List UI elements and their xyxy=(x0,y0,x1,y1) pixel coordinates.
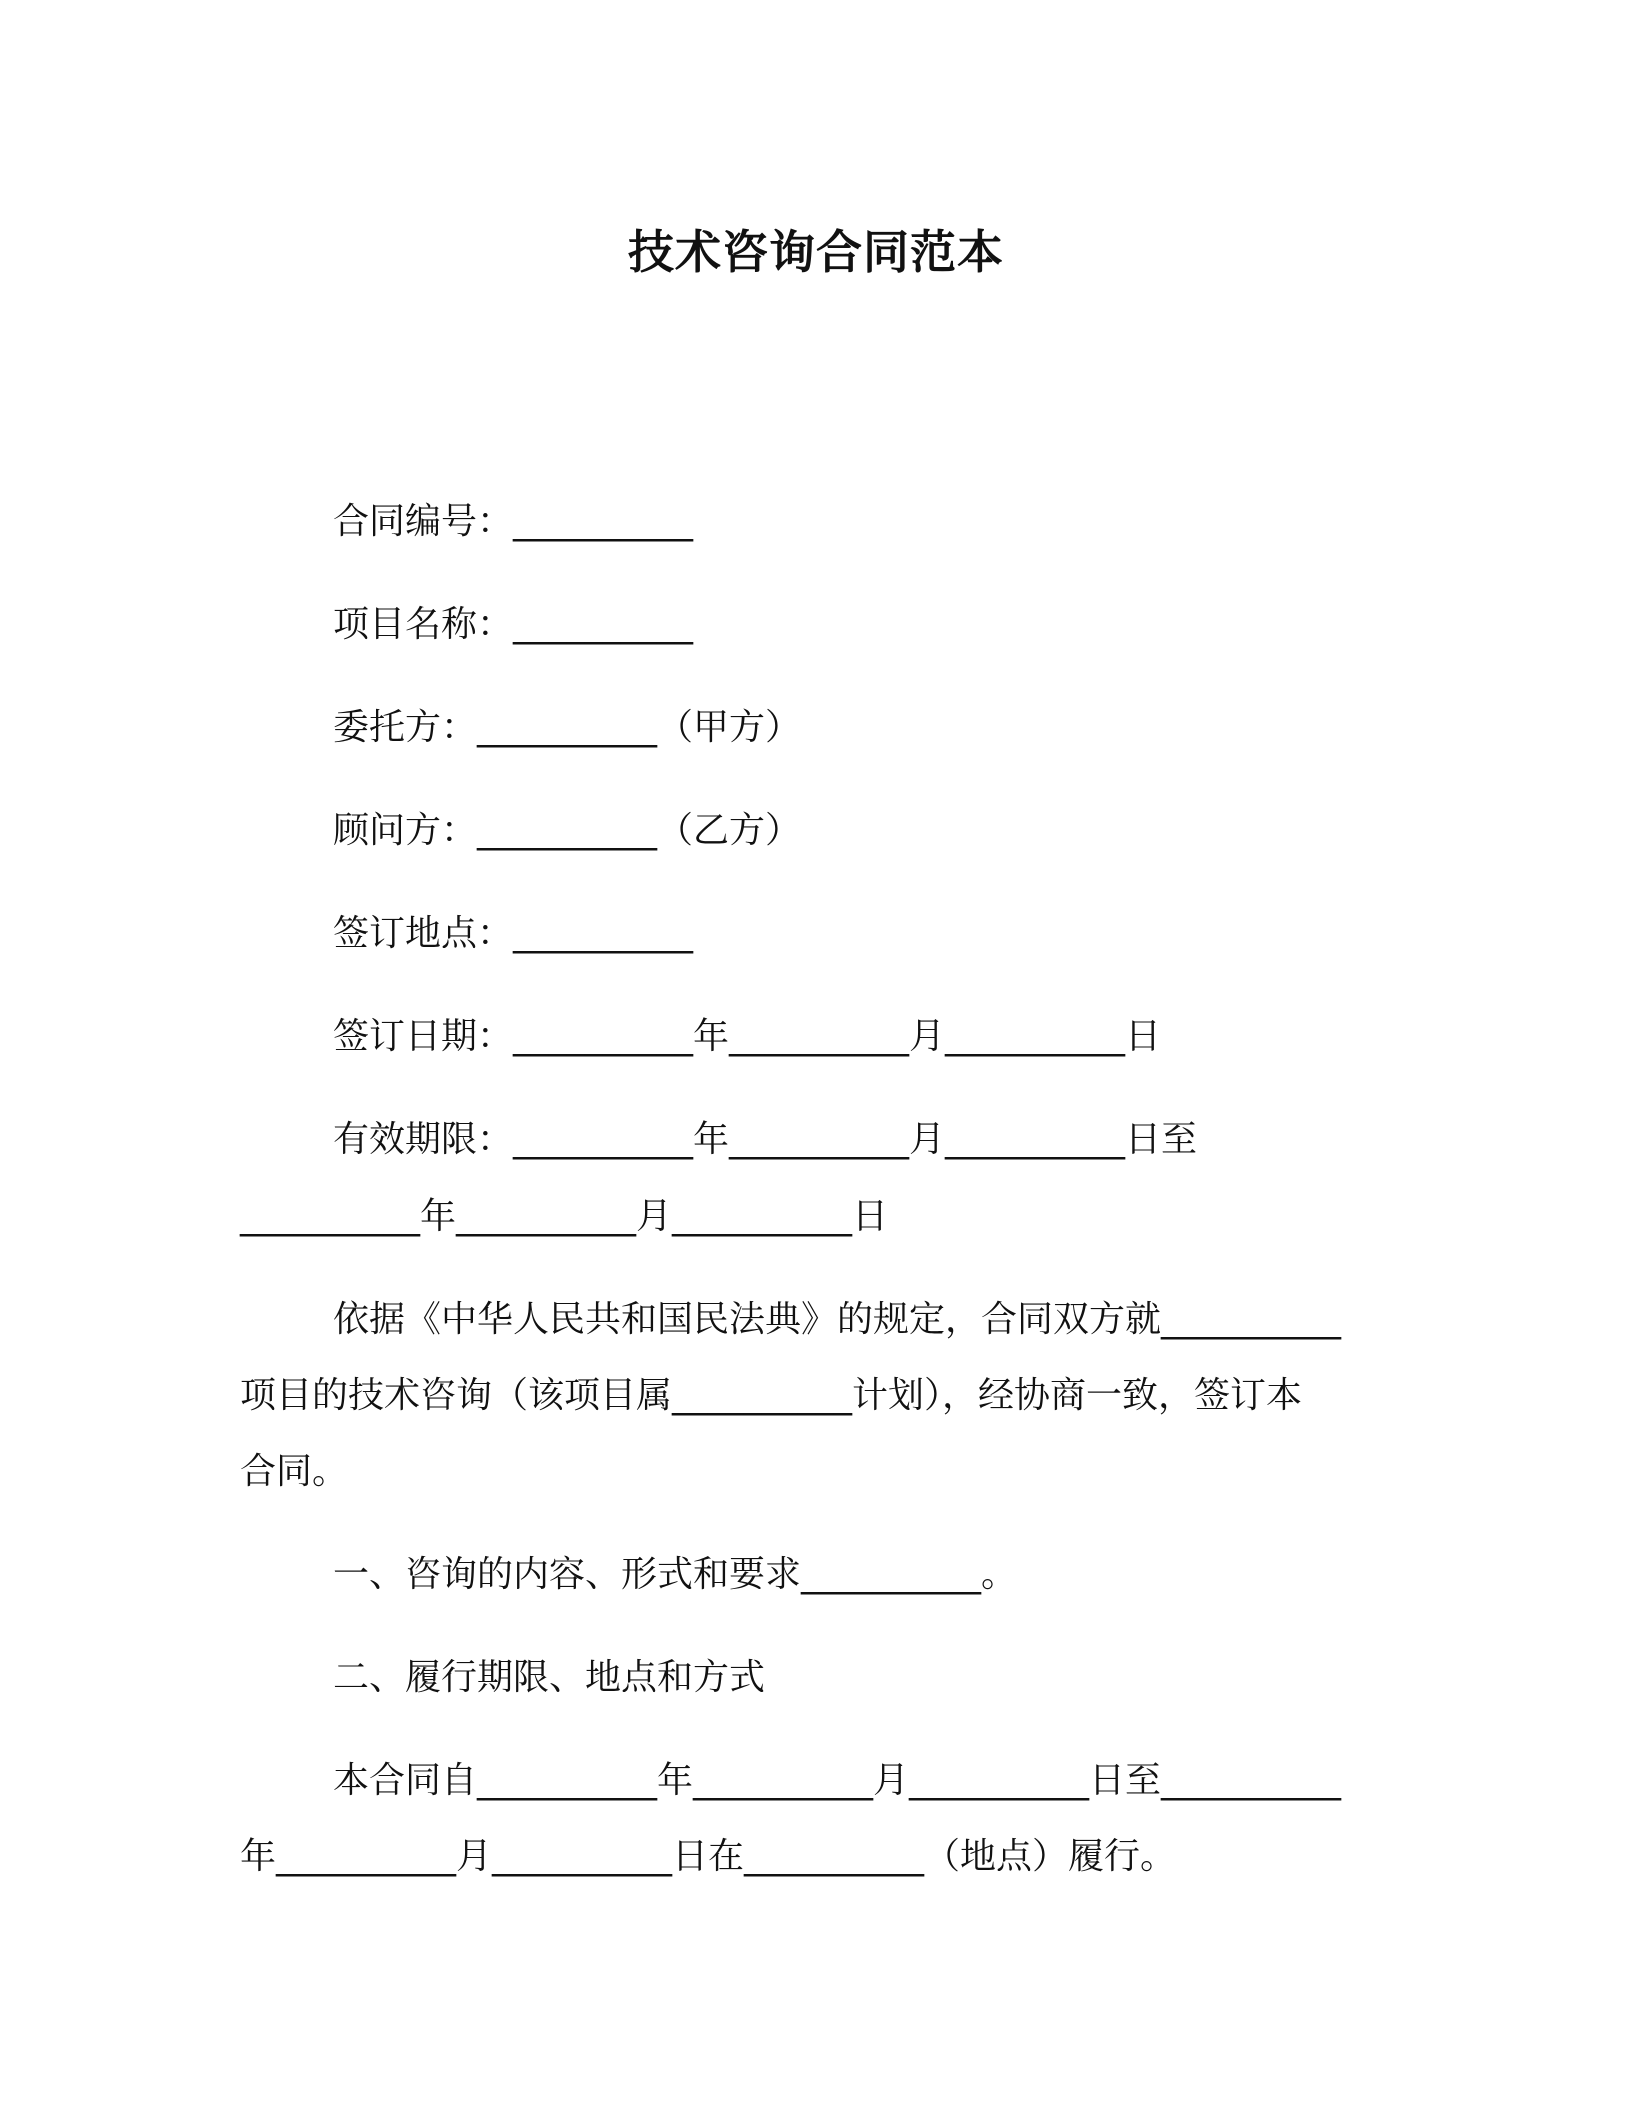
validity-period-line-continued: __________年__________月__________日 xyxy=(240,1196,888,1237)
consultant-party-line: 顾问方：__________（乙方） xyxy=(333,810,802,851)
project-name-line: 项目名称：__________ xyxy=(333,604,694,645)
section-1-heading: 一、咨询的内容、形式和要求__________。 xyxy=(333,1554,1018,1595)
validity-period-line: 有效期限：__________年__________月__________日至 xyxy=(333,1119,1198,1160)
client-party-line: 委托方：__________（甲方） xyxy=(333,707,802,748)
preamble-line-2: 项目的技术咨询（该项目属__________计划），经协商一致，签订本 xyxy=(240,1375,1303,1416)
signing-place-line: 签订地点：__________ xyxy=(333,913,694,954)
preamble-line-1: 依据《中华人民共和国民法典》的规定，合同双方就__________ xyxy=(333,1299,1342,1340)
signing-date-line: 签订日期：__________年__________月__________日 xyxy=(333,1016,1162,1057)
contract-number-line: 合同编号：__________ xyxy=(333,501,694,542)
performance-term-line-2: 年__________月__________日在__________（地点）履行。 xyxy=(240,1836,1177,1877)
performance-term-line-1: 本合同自__________年__________月__________日至__________ xyxy=(333,1760,1342,1801)
document-title: 技术咨询合同范本 xyxy=(628,225,1004,279)
preamble-line-3: 合同。 xyxy=(240,1451,349,1492)
section-2-heading: 二、履行期限、地点和方式 xyxy=(333,1657,766,1698)
